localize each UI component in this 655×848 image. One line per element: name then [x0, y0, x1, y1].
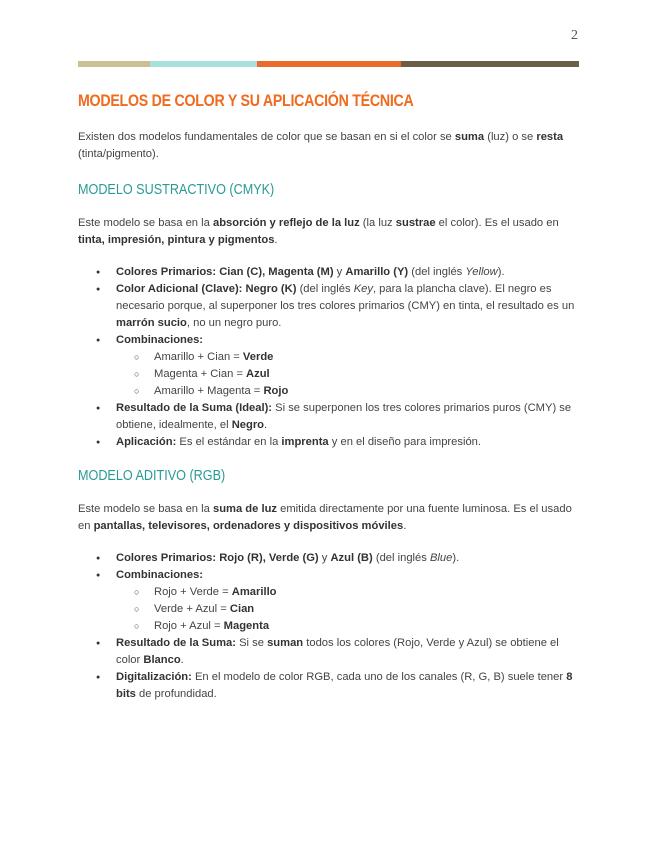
rgb-list: [78, 550, 581, 703]
cmyk-list: [78, 264, 581, 451]
color-bar-segment: [150, 61, 257, 67]
document-body: [78, 90, 581, 703]
list-item: ● Resultado de la Suma (Ideal): Si se superponen los tres colores primarios puros (CMY) se obtiene, idealmente, el Negro.: [78, 400, 581, 434]
combination-item: ○ Magenta + Cian = Azul: [116, 366, 581, 383]
list-item: ● Digitalización: En el modelo de color RGB, cada uno de los canales (R, G, B) suele tener 8 bits de profundidad.: [78, 669, 581, 703]
combination-item: ○ Rojo + Azul = Magenta: [116, 618, 581, 635]
list-item: ● Combinaciones: ○ Rojo + Verde = Amarillo ○ Verde + Azul = Cian ○ Rojo + Azul = Magenta: [78, 567, 581, 635]
rgb-description: Este modelo se basa en la suma de luz emitida directamente por una fuente luminosa. Es el usado en pantallas, televisores, ordenadores y dispositivos móviles.: [78, 503, 572, 532]
cmyk-heading: MODELO SUSTRACTIVO (CMYK): [78, 182, 275, 198]
combination-item: ○ Verde + Azul = Cian: [116, 601, 581, 618]
combination-item: ○ Amarillo + Cian = Verde: [116, 349, 581, 366]
color-bar: [78, 61, 579, 67]
combination-item: ○ Rojo + Verde = Amarillo: [116, 584, 581, 601]
combination-item: ○ Amarillo + Magenta = Rojo: [116, 383, 581, 400]
page-title: MODELOS DE COLOR Y SU APLICACIÓN TÉCNICA: [78, 92, 414, 110]
color-bar-segment: [257, 61, 401, 67]
list-item: ● Color Adicional (Clave): Negro (K) (del inglés Key, para la plancha clave). El negro es necesario porque, al superponer los tres colores primarios (CMY) en tinta, el resultado es un marrón sucio, no un negro puro.: [78, 281, 581, 332]
rgb-heading: MODELO ADITIVO (RGB): [78, 468, 226, 484]
list-item: ● Colores Primarios: Rojo (R), Verde (G) y Azul (B) (del inglés Blue).: [78, 550, 581, 567]
page-number: 2: [571, 28, 578, 43]
cmyk-combinations: [116, 349, 581, 400]
intro-paragraph: Existen dos modelos fundamentales de color que se basan en si el color se suma (luz) o se resta (tinta/pigmento).: [78, 131, 564, 160]
list-item: ● Colores Primarios: Cian (C), Magenta (M) y Amarillo (Y) (del inglés Yellow).: [78, 264, 581, 281]
list-item: ● Aplicación: Es el estándar en la imprenta y en el diseño para impresión.: [78, 434, 581, 451]
list-item: ● Resultado de la Suma: Si se suman todos los colores (Rojo, Verde y Azul) se obtiene el color Blanco.: [78, 635, 581, 669]
color-bar-segment: [401, 61, 579, 67]
list-item: ● Combinaciones: ○ Amarillo + Cian = Verde ○ Magenta + Cian = Azul ○ Amarillo + Magenta = Rojo: [78, 332, 581, 400]
rgb-combinations: [116, 584, 581, 635]
cmyk-description: Este modelo se basa en la absorción y reflejo de la luz (la luz sustrae el color). Es el usado en tinta, impresión, pintura y pigmentos.: [78, 217, 559, 246]
color-bar-segment: [78, 61, 150, 67]
